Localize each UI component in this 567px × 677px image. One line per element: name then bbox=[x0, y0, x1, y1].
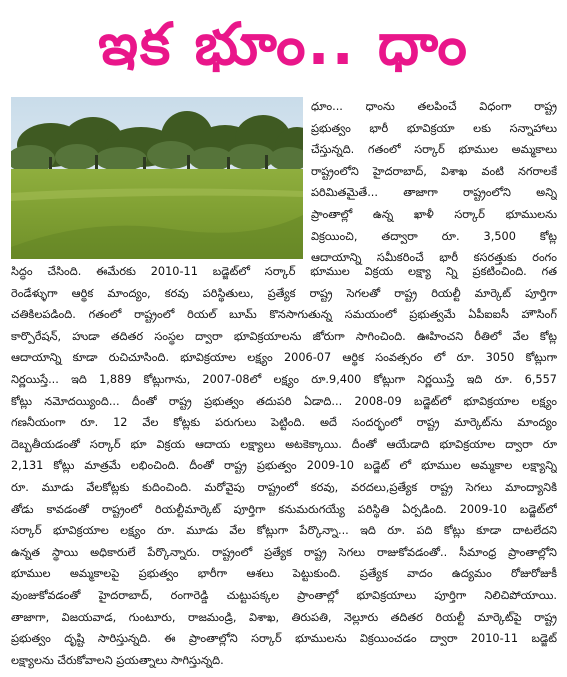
body-line: ప్రభుత్వం భారీ భూవిక్రయా లకు సన్నాహాలు bbox=[311, 121, 557, 135]
body-line: ప్రభుత్వం దృష్టి సారిస్తున్నది. ఈ ప్రాంతాల్లోని సర్కార్ భూములను విక్రయించడం ద్వారా 2010-11 బడ్జెట్ bbox=[11, 632, 557, 646]
body-line: తాజాగా, విజయవాడ, గుంటూరు, రాజమండ్రి, విశాఖ, తిరుపతి, నెల్లూరు తదితర రియల్టీ మార్కెట్‌పై రాష్ట్ర bbox=[11, 610, 557, 624]
body-line: కార్పొరేషన్, హుడా తదితర సంస్థల ద్వారా భూవిక్రయాలను జోరుగా సాగించింది. ఊహించని రీతిలో వేల కోట్ల bbox=[11, 329, 557, 343]
article-body-wrap bbox=[311, 96, 557, 269]
body-line: ప్రాంతాల్లో ఉన్న ఖాళీ సర్కార్ భూములను bbox=[311, 207, 557, 221]
body-line: వుంజుకోవడంతో హైదరాబాద్, రంగారెడ్డి చుట్టుపక్కల ప్రాంతాల్లో భూవిక్రయాలు పూర్తిగా నిలిచిపోయాయి. bbox=[11, 588, 557, 602]
body-line: నిర్ణయిస్తే... ఇది 1,889 కోట్లుగాను, 2007-08లో లక్ష్యం రూ.9,400 కోట్లుగా నిర్ణయిస్తే ఇది రూ. 6,557 bbox=[11, 372, 557, 386]
body-line: దెబ్బతీయడంతో సర్కార్ భూ విక్రయ ఆదాయ లక్ష్యాలు అటకెక్కాయి. దీంతో ఆయేడాది భూవిక్రయాల ద్వారా రూ bbox=[11, 437, 557, 451]
body-line: సిద్ధం చేసింది. ఈమేరకు 2010-11 బడ్జెట్‌లో సర్కార్ భూముల విక్రయ లక్ష్యా న్ని ప్రకటించింది. గత bbox=[11, 265, 557, 278]
body-line: తోడు కావడంతో రాష్ట్రంలో రియల్టీమార్కెట్ పూర్తిగా కనుమరుగయ్యే పరిస్థితి ఏర్పడింది. 2009-10 బడ్జెట్‌లో bbox=[11, 502, 557, 516]
body-line: రాష్ట్రంలోని హైదరాబాద్, విశాఖ వంటి నగరాలకే bbox=[311, 164, 557, 178]
body-line: కోట్లు నమోదయ్యింది... దీంతో రాష్ట్ర ప్రభుత్వం తదుపరి ఏడాది... 2008-09 బడ్జెట్‌లో భూవిక్రయాల లక్ష్యం bbox=[11, 394, 557, 408]
body-line: రెండేళ్ళుగా ఆర్థిక మాంద్యం, కరవు పరిస్థితులు, ప్రత్యేక రాష్ట్ర సెగలతో రాష్ట్ర రియల్టీ మార్కెట్ పూర్తిగా bbox=[11, 286, 557, 300]
body-line: రూ. మూడు వేలకోట్లకు కుదించింది. మరోవైపు రాష్ట్రంలో కరవు, వరదలు,ప్రత్యేక రాష్ట్ర సెగలు మాంద్యానికి bbox=[11, 480, 557, 494]
body-line: సర్కార్ భూవిక్రయాల లక్ష్యం రూ. మూడు వేల కోట్లుగా పేర్కొన్నా... ఇది రూ. పది కోట్లు కూడా దాటలేదని bbox=[11, 524, 557, 538]
body-line: గణనీయంగా రూ. 12 వేల కోట్లకు పరుగులు పెట్టింది. అదే సందర్భంలో రాష్ట్ర మార్కెట్‌ను మాంద్యం bbox=[11, 416, 557, 430]
headline: ఇక భూం.. ధాం bbox=[98, 10, 469, 78]
body-line: ఆదాయాన్ని సమీకరించే భారీ కసరత్తుకు రంగం bbox=[311, 251, 557, 265]
body-line-last: లక్ష్యాలను చేరుకోవాలని ప్రయత్నాలు సాగిస్తున్నది. bbox=[11, 653, 224, 667]
body-line: ఉన్నత స్థాయి అధికారులే పేర్కొన్నారు. రాష్ట్రంలో ప్రత్యేక రాష్ట్ర సెగలు రాజుకోవడంతో.. సీమాంధ్ర ప్రాంతాల్లోని bbox=[11, 545, 557, 559]
body-line: 2,131 కోట్లు మాత్రమే లభించింది. దీంతో రాష్ట్ర ప్రభుత్వం 2009-10 బడ్జెట్ లో భూముల అమ్మకాల లక్ష్యాన్ని bbox=[11, 459, 557, 473]
body-line: ధూం... ధాంను తలపించే విధంగా రాష్ట్ర bbox=[311, 100, 557, 113]
land-photo bbox=[11, 97, 303, 259]
body-line: చతికిలపడింది. గతంలో రాష్ట్రంలో రియల్ బూమ్ కొనసాగుతున్న సమయంలో ప్రభుత్వమే ఏపీఐఐసీ హౌసింగ్ bbox=[11, 308, 557, 322]
body-line: ఆదాయాన్ని కూడా రుచిచూసింది. భూవిక్రయాల లక్ష్యం 2006-07 ఆర్థిక సంవత్సరం లో రూ. 3050 కోట్లుగా bbox=[11, 351, 557, 365]
body-line: చేస్తున్నది. గతంలో సర్కార్ భూముల అమ్మకాలు bbox=[311, 143, 557, 157]
body-line: భూముల అమ్మకాలపై ప్రభుత్వం భారీగా ఆశలు పెట్టుకుంది. ప్రత్యేక వాదం ఉద్యమం రోజురోజుకీ bbox=[11, 567, 557, 581]
body-line: పరిమితమైతే... తాజాగా రాష్ట్రంలోని అన్ని bbox=[311, 186, 557, 200]
article-body-full bbox=[11, 261, 557, 671]
body-line: విక్రయించి, తద్వారా రూ. 3,500 కోట్ల bbox=[311, 229, 557, 243]
